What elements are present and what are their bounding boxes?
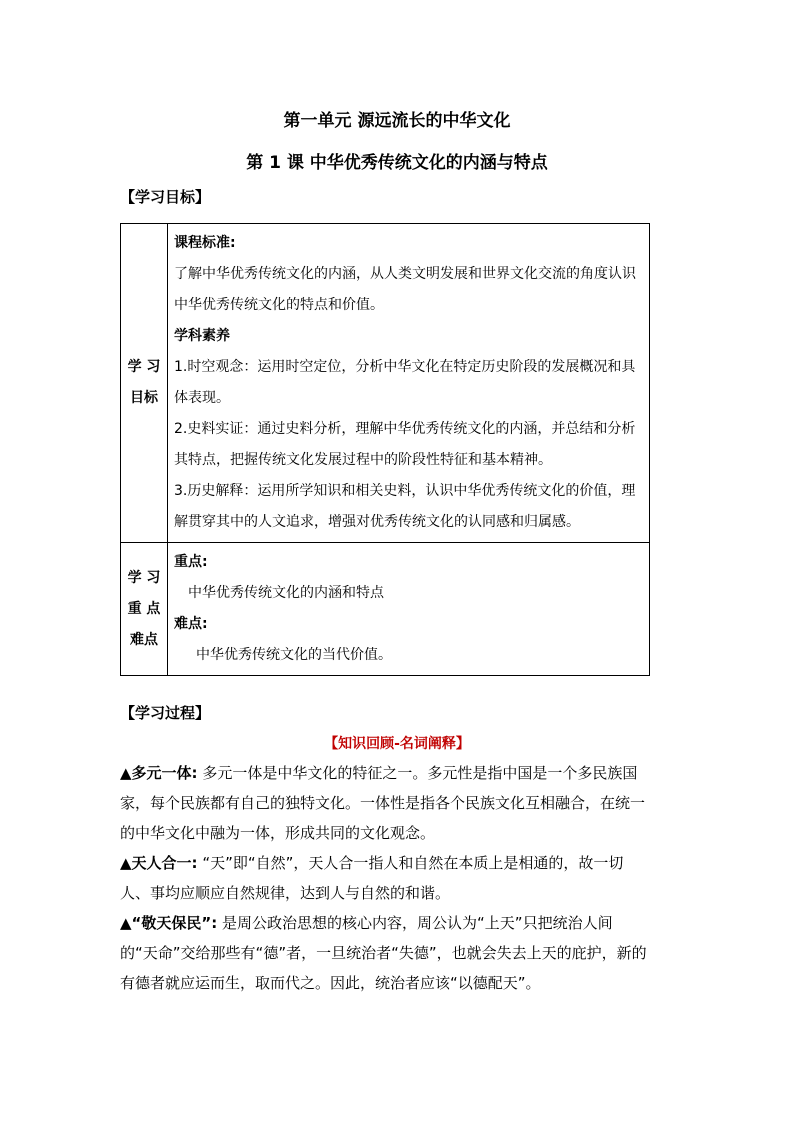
key-point-text: 中华优秀传统文化的内涵和特点 xyxy=(188,585,384,601)
label-line: 重 点 xyxy=(127,600,161,617)
term-name: ▲天人合一: xyxy=(120,854,198,872)
literacy-item: 3.历史解释：运用所学知识和相关史料，认识中华优秀传统文化的价值，理解贯穿其中的人文追求，增强对优秀传统文化的认同感和归属感。 xyxy=(174,483,636,530)
literacy-item: 2.史料实证：通过史料分析，理解中华优秀传统文化的内涵，并总结和分析其特点，把握传统文化发展过程中的阶段性特征和基本精神。 xyxy=(174,421,636,468)
recall-label: 【知识回顾-名词阐释】 xyxy=(324,736,470,752)
objectives-row xyxy=(121,224,650,543)
objectives-table xyxy=(120,223,650,676)
standards-title: 课程标准: xyxy=(174,235,236,251)
key-point-title: 重点: xyxy=(174,554,208,570)
key-points-row xyxy=(121,543,650,676)
term-name: ▲多元一体: xyxy=(120,764,198,782)
label-line: 难点 xyxy=(130,631,158,648)
lesson-title: 第 1 课 中华优秀传统文化的内涵与特点 xyxy=(246,153,548,173)
difficulty-text: 中华优秀传统文化的当代价值。 xyxy=(196,647,392,663)
term-definition: 多元一体是中华文化的特征之一。多元性是指中国是一个多民族国家，每个民族都有自己的独特文化。一体性是指各个民族文化互相融合，在统一的中华文化中融为一体，形成共同的文化观念。 xyxy=(120,764,646,842)
unit-title: 第一单元 源远流长的中华文化 xyxy=(283,111,511,131)
objectives-section-label: 【学习目标】 xyxy=(120,188,211,206)
difficulty-title: 难点: xyxy=(174,616,208,632)
term-name: ▲“敬天保民”: xyxy=(120,914,218,932)
term-entry xyxy=(120,848,650,908)
key-points-content xyxy=(168,543,650,676)
objectives-content xyxy=(168,224,650,543)
term-definition: 是周公政治思想的核心内容，周公认为“上天”只把统治人间的“天命”交给那些有“德”者，一旦统治者“失德”，也就会失去上天的庇护，新的有德者就应运而生，取而代之。因此，统治者应该“以德配天”。 xyxy=(120,914,647,992)
process-section-label: 【学习过程】 xyxy=(120,704,211,722)
label-line: 目标 xyxy=(130,390,158,406)
literacy-item: 1.时空观念：运用时空定位，分析中华文化在特定历史阶段的发展概况和具体表现。 xyxy=(174,359,636,406)
term-definition: “天”即“自然”，天人合一指人和自然在本质上是相通的，故一切人、事均应顺应自然规律，达到人与自然的和谐。 xyxy=(120,854,624,902)
term-entry xyxy=(120,908,650,998)
key-points-row-label xyxy=(121,543,168,676)
literacy-title: 学科素养 xyxy=(174,328,230,344)
label-line: 学 习 xyxy=(127,569,161,586)
objectives-row-label xyxy=(121,224,168,543)
term-entry xyxy=(120,758,650,848)
standards-text: 了解中华优秀传统文化的内涵，从人类文明发展和世界文化交流的角度认识中华优秀传统文化的特点和价值。 xyxy=(174,266,636,313)
label-line: 学 习 xyxy=(127,359,161,375)
